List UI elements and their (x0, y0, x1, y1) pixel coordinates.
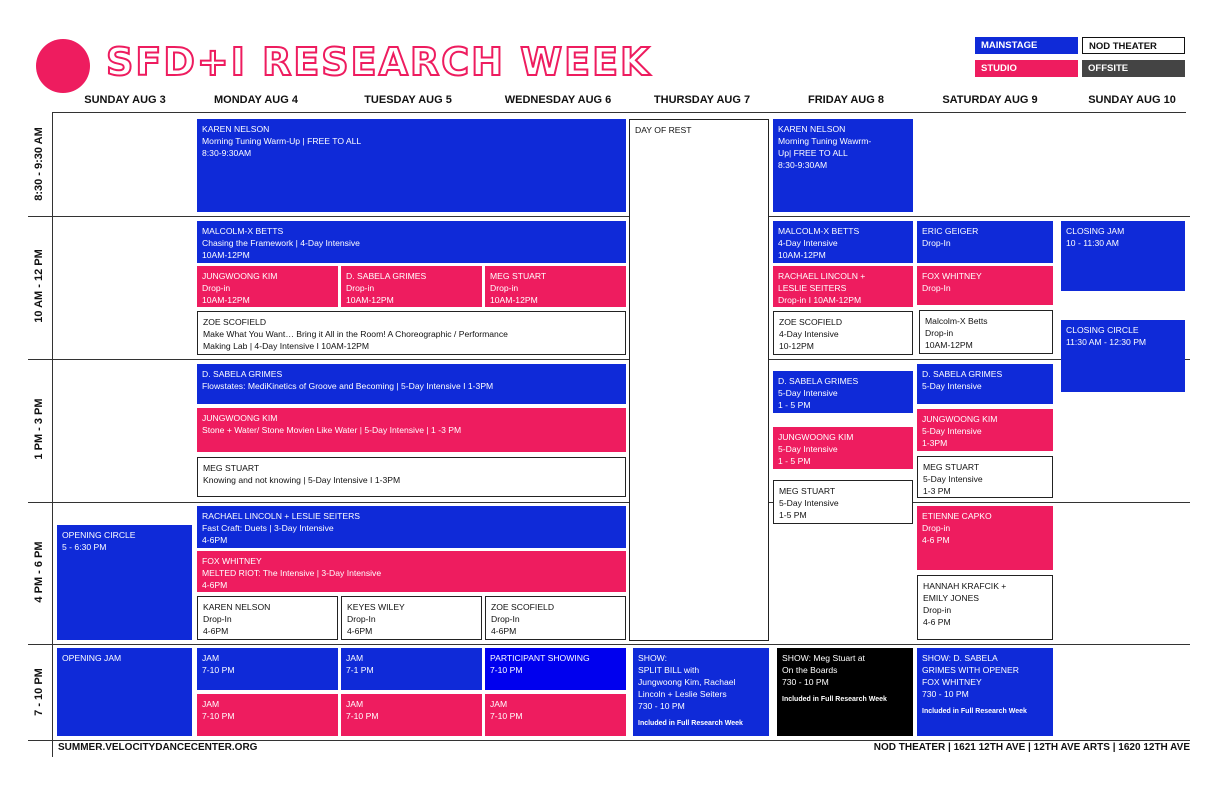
legend-nod-theater: NOD THEATER (1082, 37, 1185, 54)
event-block[interactable]: JAM 7-10 PM (341, 694, 482, 736)
event-block[interactable]: MALCOLM-X BETTS 4-Day Intensive 10AM-12PM (773, 221, 913, 263)
grid-line (28, 740, 1190, 741)
event-block[interactable]: MEG STUART 5-Day Intensive 1-3 PM (917, 456, 1053, 498)
day-header: SUNDAY AUG 10 (1088, 94, 1176, 106)
event-block[interactable]: KAREN NELSON Morning Tuning Wawrm- Up| FREE TO ALL 8:30-9:30AM (773, 119, 913, 212)
day-header: WEDNESDAY AUG 6 (504, 94, 612, 106)
event-block[interactable]: MEG STUART Knowing and not knowing | 5-Day Intensive I 1-3PM (197, 457, 626, 497)
event-block[interactable]: OPENING JAM (57, 648, 192, 736)
event-block[interactable]: HANNAH KRAFCIK + EMILY JONES Drop-in 4-6 PM (917, 575, 1053, 640)
day-header: SUNDAY AUG 3 (84, 94, 166, 106)
event-block[interactable]: D. SABELA GRIMES Drop-in 10AM-12PM (341, 266, 482, 307)
day-header: TUESDAY AUG 5 (364, 94, 452, 106)
day-header: SATURDAY AUG 9 (942, 94, 1038, 106)
event-block[interactable]: SHOW: D. SABELA GRIMES WITH OPENER FOX WHITNEY 730 - 10 PM Included in Full Research Week (917, 648, 1053, 736)
event-block[interactable]: ETIENNE CAPKO Drop-in 4-6 PM (917, 506, 1053, 570)
event-block[interactable]: JUNGWOONG KIM 5-Day Intensive 1-3PM (917, 409, 1053, 451)
grid-line (28, 644, 1190, 645)
event-block[interactable]: JUNGWOONG KIM Drop-in 10AM-12PM (197, 266, 338, 307)
time-label: 4 PM - 6 PM (33, 541, 45, 603)
grid-line (52, 112, 1186, 113)
event-block[interactable]: KAREN NELSON Drop-In 4-6PM (197, 596, 338, 640)
grid-line (28, 502, 1190, 503)
event-block[interactable]: DAY OF REST (629, 119, 769, 641)
event-block[interactable]: JUNGWOONG KIM 5-Day Intensive 1 - 5 PM (773, 427, 913, 469)
event-block[interactable]: JAM 7-10 PM (485, 694, 626, 736)
event-block[interactable]: JAM 7-1 PM (341, 648, 482, 690)
event-block[interactable]: D. SABELA GRIMES 5-Day Intensive (917, 364, 1053, 404)
event-block[interactable]: PARTICIPANT SHOWING 7-10 PM (485, 648, 626, 690)
grid-line (28, 216, 1190, 217)
event-block[interactable]: ZOE SCOFIELD Make What You Want… Bring it All in the Room! A Choreographic / Performance Making Lab | 4-Day Intensive I 10AM-12PM (197, 311, 626, 355)
event-block[interactable]: Malcolm-X Betts Drop-in 10AM-12PM (919, 310, 1053, 354)
event-block[interactable]: RACHAEL LINCOLN + LESLIE SEITERS Drop-in I 10AM-12PM (773, 266, 913, 307)
event-block[interactable]: FOX WHITNEY Drop-In (917, 266, 1053, 305)
page-title: SFD+I RESEARCH WEEK (106, 40, 652, 84)
day-header: MONDAY AUG 4 (214, 94, 298, 106)
legend-studio: STUDIO (975, 60, 1078, 77)
legend-mainstage: MAINSTAGE (975, 37, 1078, 54)
event-block[interactable]: MALCOLM-X BETTS Chasing the Framework | 4-Day Intensive 10AM-12PM (197, 221, 626, 263)
logo-dot (36, 39, 90, 93)
day-header: THURSDAY AUG 7 (653, 94, 751, 106)
event-block[interactable]: ZOE SCOFIELD Drop-In 4-6PM (485, 596, 626, 640)
event-block[interactable]: FOX WHITNEY MELTED RIOT: The Intensive | 3-Day Intensive 4-6PM (197, 551, 626, 592)
event-block[interactable]: D. SABELA GRIMES Flowstates: MediKinetics of Groove and Becoming | 5-Day Intensive I 1-3PM (197, 364, 626, 404)
event-block[interactable]: JAM 7-10 PM (197, 694, 338, 736)
time-label: 1 PM - 3 PM (33, 398, 45, 460)
event-block[interactable]: ZOE SCOFIELD 4-Day Intensive 10-12PM (773, 311, 913, 355)
event-block[interactable]: JUNGWOONG KIM Stone + Water/ Stone Movien Like Water | 5-Day Intensive | 1 -3 PM (197, 408, 626, 452)
grid-line (28, 359, 1190, 360)
time-label: 8:30 - 9:30 AM (33, 127, 45, 201)
legend-offsite: OFFSITE (1082, 60, 1185, 77)
event-block[interactable]: SHOW: SPLIT BILL with Jungwoong Kim, Rachael Lincoln + Leslie Seiters 730 - 10 PM Included in Full Research Week (633, 648, 769, 736)
time-label: 10 AM - 12 PM (33, 249, 45, 323)
grid-line (52, 112, 53, 757)
event-block[interactable]: KAREN NELSON Morning Tuning Warm-Up | FREE TO ALL 8:30-9:30AM (197, 119, 626, 212)
event-block[interactable]: JAM 7-10 PM (197, 648, 338, 690)
time-label: 7 - 10 PM (33, 668, 45, 716)
event-block[interactable]: SHOW: Meg Stuart at On the Boards 730 - 10 PM Included in Full Research Week (777, 648, 913, 736)
footer-website[interactable]: SUMMER.VELOCITYDANCECENTER.ORG (58, 742, 258, 753)
day-header: FRIDAY AUG 8 (807, 94, 884, 106)
event-block[interactable]: CLOSING JAM 10 - 11:30 AM (1061, 221, 1185, 291)
event-block[interactable]: CLOSING CIRCLE 11:30 AM - 12:30 PM (1061, 320, 1185, 392)
event-block[interactable]: MEG STUART 5-Day Intensive 1-5 PM (773, 480, 913, 524)
event-block[interactable]: KEYES WILEY Drop-In 4-6PM (341, 596, 482, 640)
event-block[interactable]: RACHAEL LINCOLN + LESLIE SEITERS Fast Craft: Duets | 3-Day Intensive 4-6PM (197, 506, 626, 548)
event-block[interactable]: D. SABELA GRIMES 5-Day Intensive 1 - 5 PM (773, 371, 913, 413)
event-block[interactable]: MEG STUART Drop-in 10AM-12PM (485, 266, 626, 307)
footer-venues: NOD THEATER | 1621 12TH AVE | 12TH AVE ARTS | 1620 12TH AVE (873, 742, 1190, 753)
event-block[interactable]: ERIC GEIGER Drop-In (917, 221, 1053, 263)
event-block[interactable]: OPENING CIRCLE 5 - 6:30 PM (57, 525, 192, 640)
